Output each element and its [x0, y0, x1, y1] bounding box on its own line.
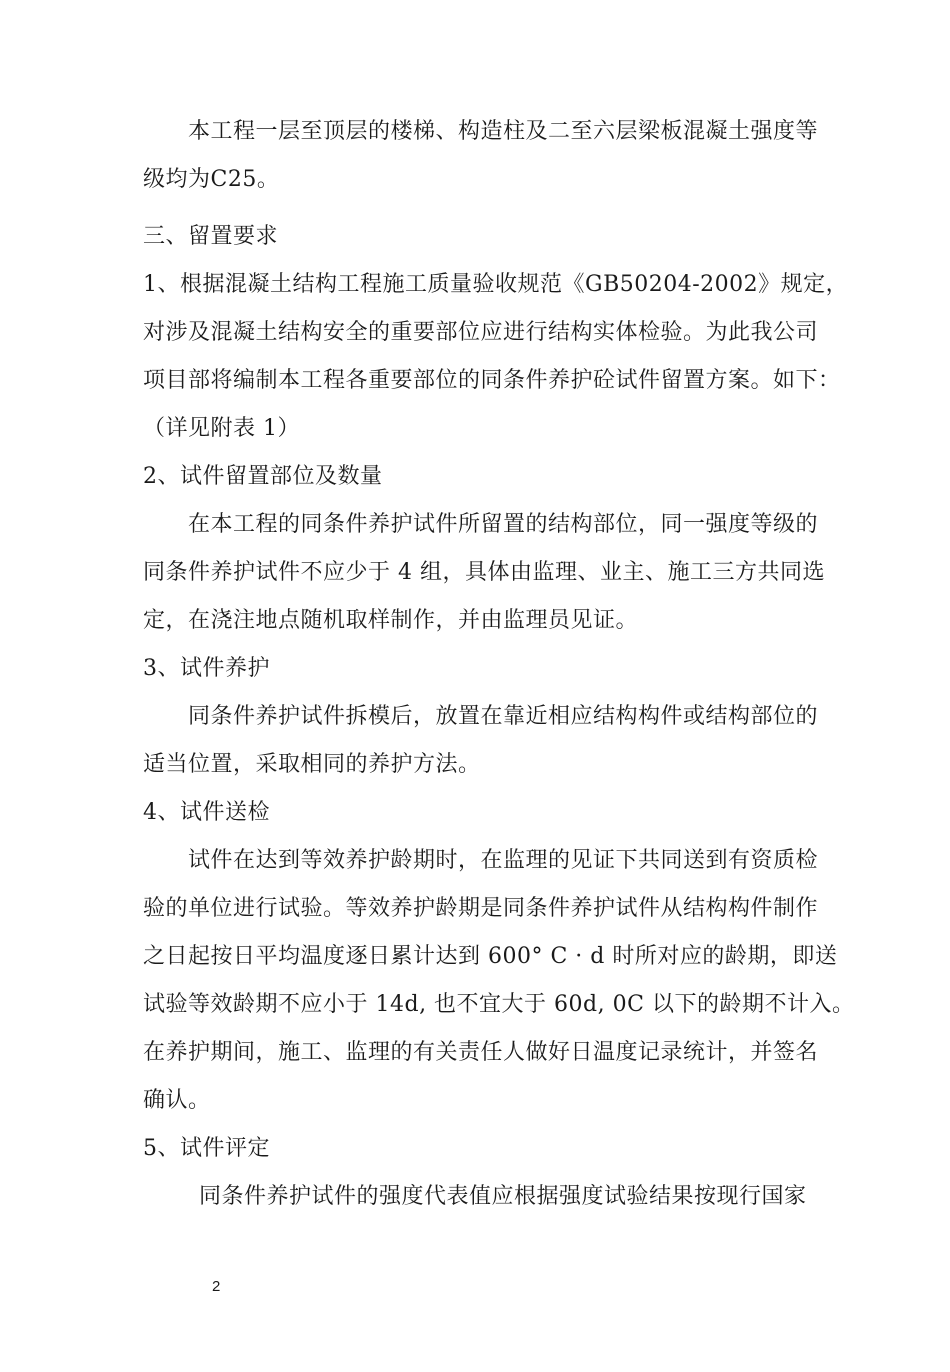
item-heading: 3、试件养护	[143, 656, 270, 681]
paragraph-line: 验的单位进行试验。等效养护龄期是同条件养护试件从结构构件制作	[143, 896, 819, 921]
item-heading: 2、试件留置部位及数量	[143, 464, 383, 489]
paragraph-line: 同条件养护试件拆模后，放置在靠近相应结构构件或结构部位的	[188, 704, 819, 729]
page-number: 2	[212, 1278, 221, 1295]
paragraph-line: 级均为C25。	[143, 167, 280, 192]
paragraph-line: 本工程一层至顶层的楼梯、构造柱及二至六层梁板混凝土强度等	[188, 119, 819, 144]
paragraph-line: 适当位置，采取相同的养护方法。	[143, 752, 481, 777]
paragraph-line: 试验等效龄期不应小于 14d, 也不宜大于 60d, 0C 以下的龄期不计入。	[143, 992, 855, 1017]
paragraph-line: 在本工程的同条件养护试件所留置的结构部位，同一强度等级的	[188, 512, 819, 537]
item-heading: 1、根据混凝土结构工程施工质量验收规范《GB50204-2002》规定，	[143, 272, 849, 297]
paragraph-line: 定，在浇注地点随机取样制作，并由监理员见证。	[143, 608, 639, 633]
paragraph-line: 对涉及混凝土结构安全的重要部位应进行结构实体检验。为此我公司	[143, 320, 819, 345]
paragraph-line: （详见附表 1）	[143, 416, 300, 441]
paragraph-line: 试件在达到等效养护龄期时，在监理的见证下共同送到有资质检	[188, 848, 819, 873]
paragraph-line: 同条件养护试件的强度代表值应根据强度试验结果按现行国家	[199, 1184, 807, 1209]
item-heading: 4、试件送检	[143, 800, 270, 825]
paragraph-line: 在养护期间，施工、监理的有关责任人做好日温度记录统计，并签名	[143, 1040, 819, 1065]
paragraph-line: 之日起按日平均温度逐日累计达到 600° C · d 时所对应的龄期，即送	[143, 944, 838, 969]
paragraph-line: 同条件养护试件不应少于 4 组，具体由监理、业主、施工三方共同选	[143, 560, 825, 585]
paragraph-line: 确认。	[143, 1088, 211, 1113]
item-heading: 5、试件评定	[143, 1136, 270, 1161]
section-heading: 三、留置要求	[143, 224, 279, 249]
paragraph-line: 项目部将编制本工程各重要部位的同条件养护砼试件留置方案。如下：	[143, 368, 841, 393]
